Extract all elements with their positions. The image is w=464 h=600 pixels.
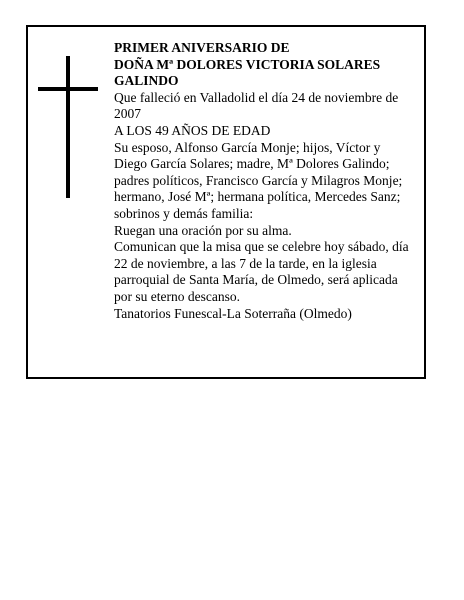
obituary-notice: [26, 25, 426, 379]
family-list: Su esposo, Alfonso García Monje; hijos, Víctor y Diego García Solares; madre, Mª Dolores Galindo; padres políticos, Francisco García y Milagros Monje; hermano, José Mª; hermana política, Mercedes Sanz; sobrinos y demás familia:: [114, 139, 403, 221]
cross-horizontal-bar: [38, 87, 98, 91]
prayer-request: Ruegan una oración por su alma.: [114, 222, 292, 238]
mass-announcement: Comunican que la misa que se celebre hoy sábado, día 22 de noviembre, a las 7 de la tarde, en la iglesia parroquial de Santa María, de Olmedo, será aplicada por su eterno descanso.: [114, 239, 409, 304]
anniversary-heading: PRIMER ANIVERSARIO DE: [114, 40, 290, 55]
funeral-home: Tanatorios Funescal-La Soterraña (Olmedo): [114, 305, 352, 321]
deceased-name: DOÑA Mª DOLORES VICTORIA SOLARES GALINDO: [114, 56, 381, 89]
age-at-death: A LOS 49 AÑOS DE EDAD: [114, 122, 271, 138]
death-info: Que falleció en Valladolid el día 24 de noviembre de 2007: [114, 89, 399, 122]
cross-vertical-bar: [66, 56, 70, 198]
obituary-text: [114, 40, 414, 322]
